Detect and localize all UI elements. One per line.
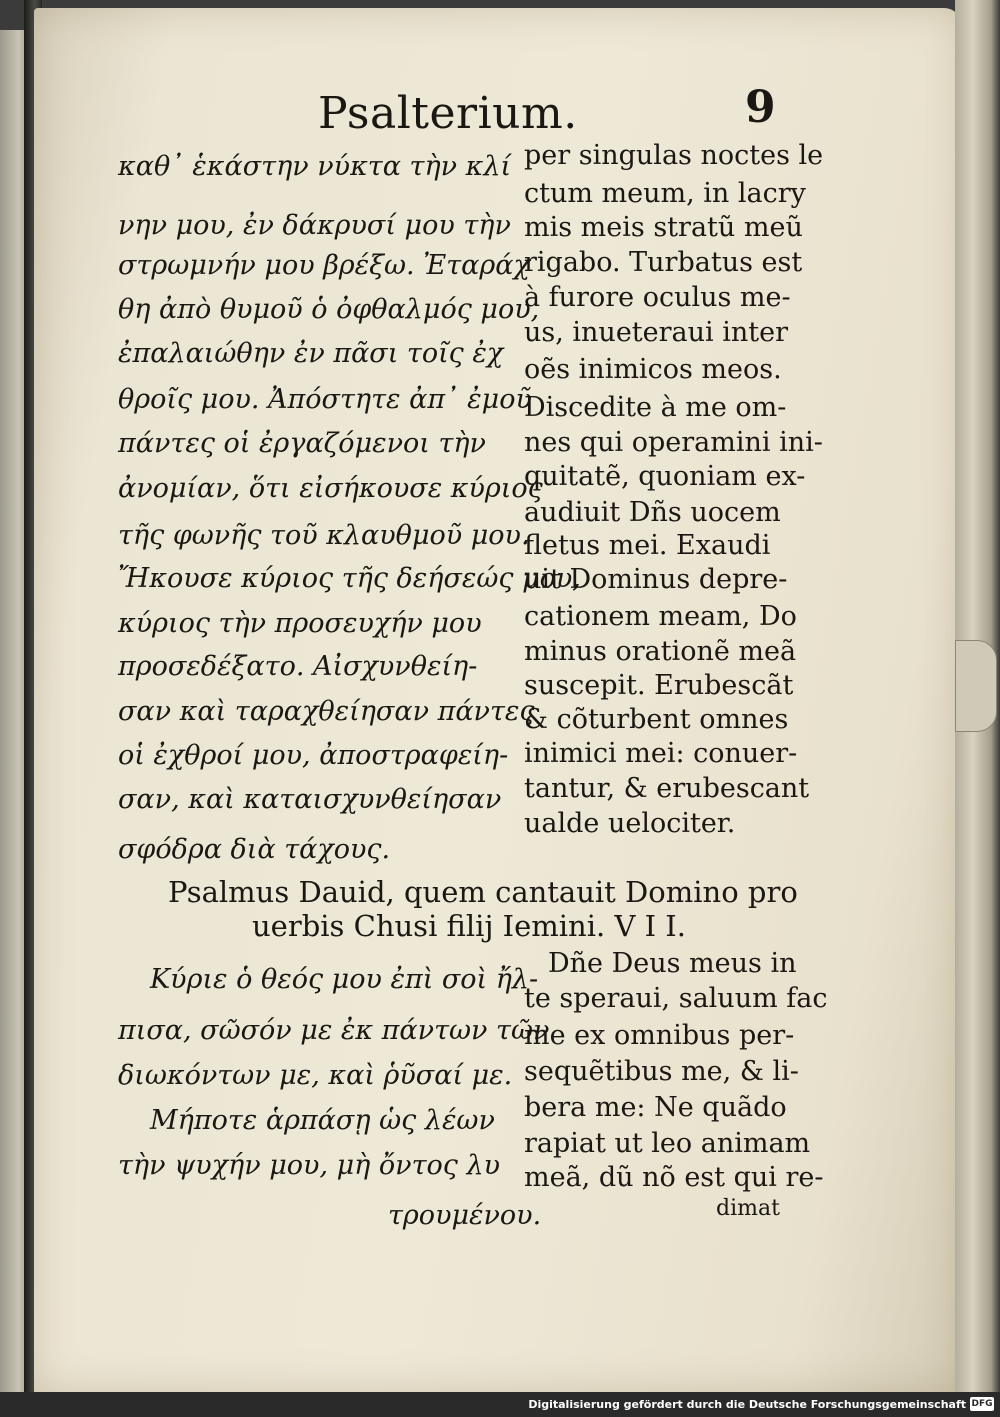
- catchword: dimat: [716, 1196, 780, 1221]
- funding-credit: Digitalisierung gefördert durch die Deutsche Forschungsgemeinschaft: [528, 1398, 966, 1411]
- greek-line: Κύριε ὁ θεός μου ἐπὶ σοὶ ἤλ-: [150, 964, 539, 995]
- greek-line: σφόδρα διὰ τάχους.: [118, 834, 391, 865]
- greek-line: σαν καὶ ταραχθείησαν πάντες: [118, 696, 535, 727]
- folio-number: 9: [745, 82, 776, 133]
- latin-line: rigabo. Turbatus est: [524, 247, 803, 278]
- latin-line: ctum meum, in lacry: [524, 178, 806, 209]
- greek-line: πισα, σῶσόν με ἐκ πάντων τῶν: [118, 1015, 550, 1046]
- latin-line: ualde uelociter.: [524, 808, 736, 839]
- greek-line: οἱ ἐχθροί μου, ἀποστραφείη-: [118, 740, 509, 771]
- latin-line: mis meis stratũ meũ: [524, 212, 803, 243]
- latin-line: bera me: Ne quãdo: [524, 1092, 787, 1123]
- running-head: Psalterium.: [318, 88, 578, 139]
- latin-line: Discedite à me om-: [524, 392, 787, 423]
- greek-line: Ἤκουσε κύριος τῆς δεήσεώς μου,: [118, 563, 581, 594]
- latin-line: cationem meam, Do: [524, 601, 797, 632]
- latin-line: audiuit Dñs uocem: [524, 497, 781, 528]
- latin-line: suscepit. Erubescãt: [524, 670, 794, 701]
- greek-line: προσεδέξατο. Αἰσχυνθείη-: [118, 651, 478, 682]
- greek-line: θη ἀπὸ θυμοῦ ὁ ὀφθαλμός μου,: [118, 294, 540, 325]
- greek-line: κύριος τὴν προσευχήν μου: [118, 608, 482, 639]
- greek-line: τρουμένου.: [388, 1200, 542, 1231]
- latin-line: minus orationẽ meã: [524, 636, 797, 667]
- latin-line: fletus mei. Exaudi: [524, 530, 771, 561]
- latin-line: quitatẽ, quoniam ex-: [524, 461, 806, 492]
- greek-line: τὴν ψυχήν μου, μὴ ὄντος λυ: [118, 1150, 501, 1181]
- psalm-heading-line: Psalmus Dauid, quem cantauit Domino pro: [168, 875, 798, 909]
- greek-line: πάντες οἱ ἐργαζόμενοι τὴν: [118, 428, 486, 459]
- latin-line: Dñe Deus meus in: [548, 948, 797, 979]
- greek-line: ἀνομίαν, ὅτι εἰσήκουσε κύριος: [118, 473, 543, 504]
- greek-line: θροῖς μου. Ἀπόστητε ἀπ᾽ ἐμοῦ: [118, 384, 532, 415]
- latin-line: rapiat ut leo animam: [524, 1128, 811, 1159]
- greek-line: τῆς φωνῆς τοῦ κλαυθμοῦ μου.: [118, 520, 530, 551]
- page-tab: [955, 640, 997, 732]
- latin-line: us, inueteraui inter: [524, 317, 789, 348]
- latin-line: uit Dominus depre-: [524, 564, 788, 595]
- latin-line: meã, dũ nõ est qui re-: [524, 1162, 824, 1193]
- greek-line: καθ᾽ ἑκάστην νύκτα τὴν κλί: [118, 151, 512, 182]
- latin-line: nes qui operamini ini-: [524, 427, 823, 458]
- greek-line: νην μου, ἐν δάκρυσί μου τὴν: [118, 210, 511, 241]
- psalm-heading-line: uerbis Chusi filij Iemini. V I I.: [252, 909, 686, 943]
- latin-line: me ex omnibus per-: [524, 1020, 795, 1051]
- latin-line: & cõturbent omnes: [524, 704, 789, 735]
- greek-line: Μήποτε ἁρπάσῃ ὡς λέων: [150, 1105, 495, 1136]
- greek-line: σαν, καὶ καταισχυνθείησαν: [118, 784, 502, 815]
- latin-line: tantur, & erubescant: [524, 773, 810, 804]
- latin-line: à furore oculus me-: [524, 282, 791, 313]
- greek-line: στρωμνήν μου βρέξω. Ἐταράχ: [118, 250, 530, 281]
- latin-line: inimici mei: conuer-: [524, 738, 798, 769]
- greek-line: ἐπαλαιώθην ἐν πᾶσι τοῖς ἐχ: [118, 338, 504, 369]
- dfg-logo: DFG: [971, 1399, 993, 1409]
- latin-line: sequẽtibus me, & li-: [524, 1056, 799, 1087]
- latin-line: te speraui, saluum fac: [524, 983, 828, 1014]
- latin-line: per singulas noctes le: [524, 140, 824, 171]
- greek-line: διωκόντων με, καὶ ῥῦσαί με.: [118, 1060, 513, 1091]
- latin-line: oẽs inimicos meos.: [524, 354, 782, 385]
